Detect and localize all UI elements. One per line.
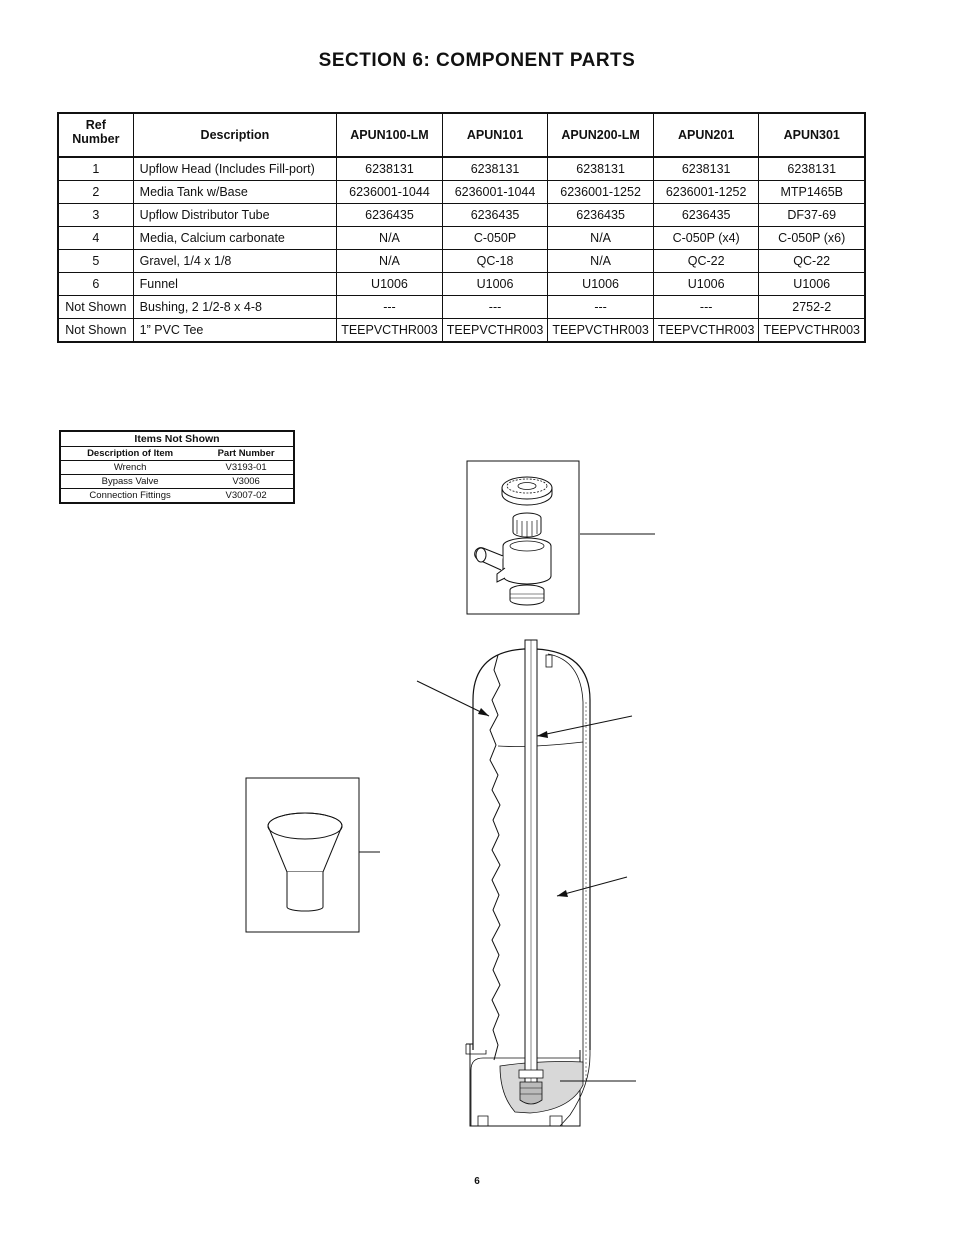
part-number-cell: C-050P (x6)	[759, 227, 865, 250]
col-header-description-of-item: Description of Item	[60, 447, 199, 461]
part-number-cell: 2752-2	[759, 296, 865, 319]
part-number-cell: U1006	[548, 273, 654, 296]
part-number-cell: 6236001-1044	[442, 181, 548, 204]
col-header-apun101: APUN101	[442, 113, 548, 157]
part-number-cell: 6236435	[653, 204, 759, 227]
part-number-cell: TEEPVCTHR003	[548, 319, 654, 343]
part-number-cell: 6238131	[759, 157, 865, 181]
part-number-cell: U1006	[442, 273, 548, 296]
part-number-cell: ---	[653, 296, 759, 319]
page-number: 6	[474, 1176, 480, 1187]
description-cell: Upflow Head (Includes Fill-port)	[133, 157, 337, 181]
item-part-number-cell: V3006	[199, 475, 294, 489]
description-cell: Media Tank w/Base	[133, 181, 337, 204]
part-number-cell: 6236435	[442, 204, 548, 227]
description-cell: Gravel, 1/4 x 1/8	[133, 250, 337, 273]
part-number-cell: C-050P (x4)	[653, 227, 759, 250]
item-description-cell: Wrench	[60, 461, 199, 475]
col-header-apun301: APUN301	[759, 113, 865, 157]
ref-number-cell: 3	[58, 204, 133, 227]
ref-number-cell: 1	[58, 157, 133, 181]
item-description-cell: Bypass Valve	[60, 475, 199, 489]
section-title: SECTION 6: COMPONENT PARTS	[318, 50, 636, 71]
ref-number-cell: 4	[58, 227, 133, 250]
part-number-cell: TEEPVCTHR003	[653, 319, 759, 343]
description-cell: Media, Calcium carbonate	[133, 227, 337, 250]
part-number-cell: 6236001-1044	[337, 181, 443, 204]
part-number-cell: N/A	[548, 227, 654, 250]
col-header-ref-number: Ref Number	[58, 113, 133, 157]
part-number-cell: ---	[548, 296, 654, 319]
ref-number-cell: 2	[58, 181, 133, 204]
part-number-cell: QC-22	[653, 250, 759, 273]
col-header-apun201: APUN201	[653, 113, 759, 157]
col-header-apun100-lm: APUN100-LM	[337, 113, 443, 157]
part-number-cell: 6238131	[653, 157, 759, 181]
part-number-cell: 6236435	[337, 204, 443, 227]
part-number-cell: U1006	[653, 273, 759, 296]
item-part-number-cell: V3007-02	[199, 489, 294, 504]
part-number-cell: MTP1465B	[759, 181, 865, 204]
item-description-cell: Connection Fittings	[60, 489, 199, 504]
part-number-cell: N/A	[337, 227, 443, 250]
description-cell: Bushing, 2 1/2-8 x 4-8	[133, 296, 337, 319]
funnel-illustration	[246, 778, 359, 932]
description-cell: Funnel	[133, 273, 337, 296]
ref-number-cell: Not Shown	[58, 296, 133, 319]
part-number-cell: 6238131	[442, 157, 548, 181]
description-cell: Upflow Distributor Tube	[133, 204, 337, 227]
part-number-cell: TEEPVCTHR003	[442, 319, 548, 343]
part-number-cell: QC-18	[442, 250, 548, 273]
part-number-cell: U1006	[759, 273, 865, 296]
part-number-cell: 6236001-1252	[653, 181, 759, 204]
upflow-head-illustration	[467, 461, 579, 614]
col-header-part-number: Part Number	[199, 447, 294, 461]
part-number-cell: 6236001-1252	[548, 181, 654, 204]
part-number-cell: ---	[337, 296, 443, 319]
ref-number-cell: 6	[58, 273, 133, 296]
item-part-number-cell: V3193-01	[199, 461, 294, 475]
part-number-cell: TEEPVCTHR003	[759, 319, 865, 343]
ref-number-cell: Not Shown	[58, 319, 133, 343]
part-number-cell: U1006	[337, 273, 443, 296]
part-number-cell: DF37-69	[759, 204, 865, 227]
part-number-cell: 6236435	[548, 204, 654, 227]
ref-number-cell: 5	[58, 250, 133, 273]
description-cell: 1” PVC Tee	[133, 319, 337, 343]
part-number-cell: QC-22	[759, 250, 865, 273]
part-number-cell: TEEPVCTHR003	[337, 319, 443, 343]
part-number-cell: C-050P	[442, 227, 548, 250]
col-header-apun200-lm: APUN200-LM	[548, 113, 654, 157]
col-header-description: Description	[133, 113, 337, 157]
part-number-cell: 6238131	[337, 157, 443, 181]
part-number-cell: N/A	[337, 250, 443, 273]
part-number-cell: ---	[442, 296, 548, 319]
part-number-cell: 6238131	[548, 157, 654, 181]
part-number-cell: N/A	[548, 250, 654, 273]
items-not-shown-title: Items Not Shown	[60, 431, 294, 447]
